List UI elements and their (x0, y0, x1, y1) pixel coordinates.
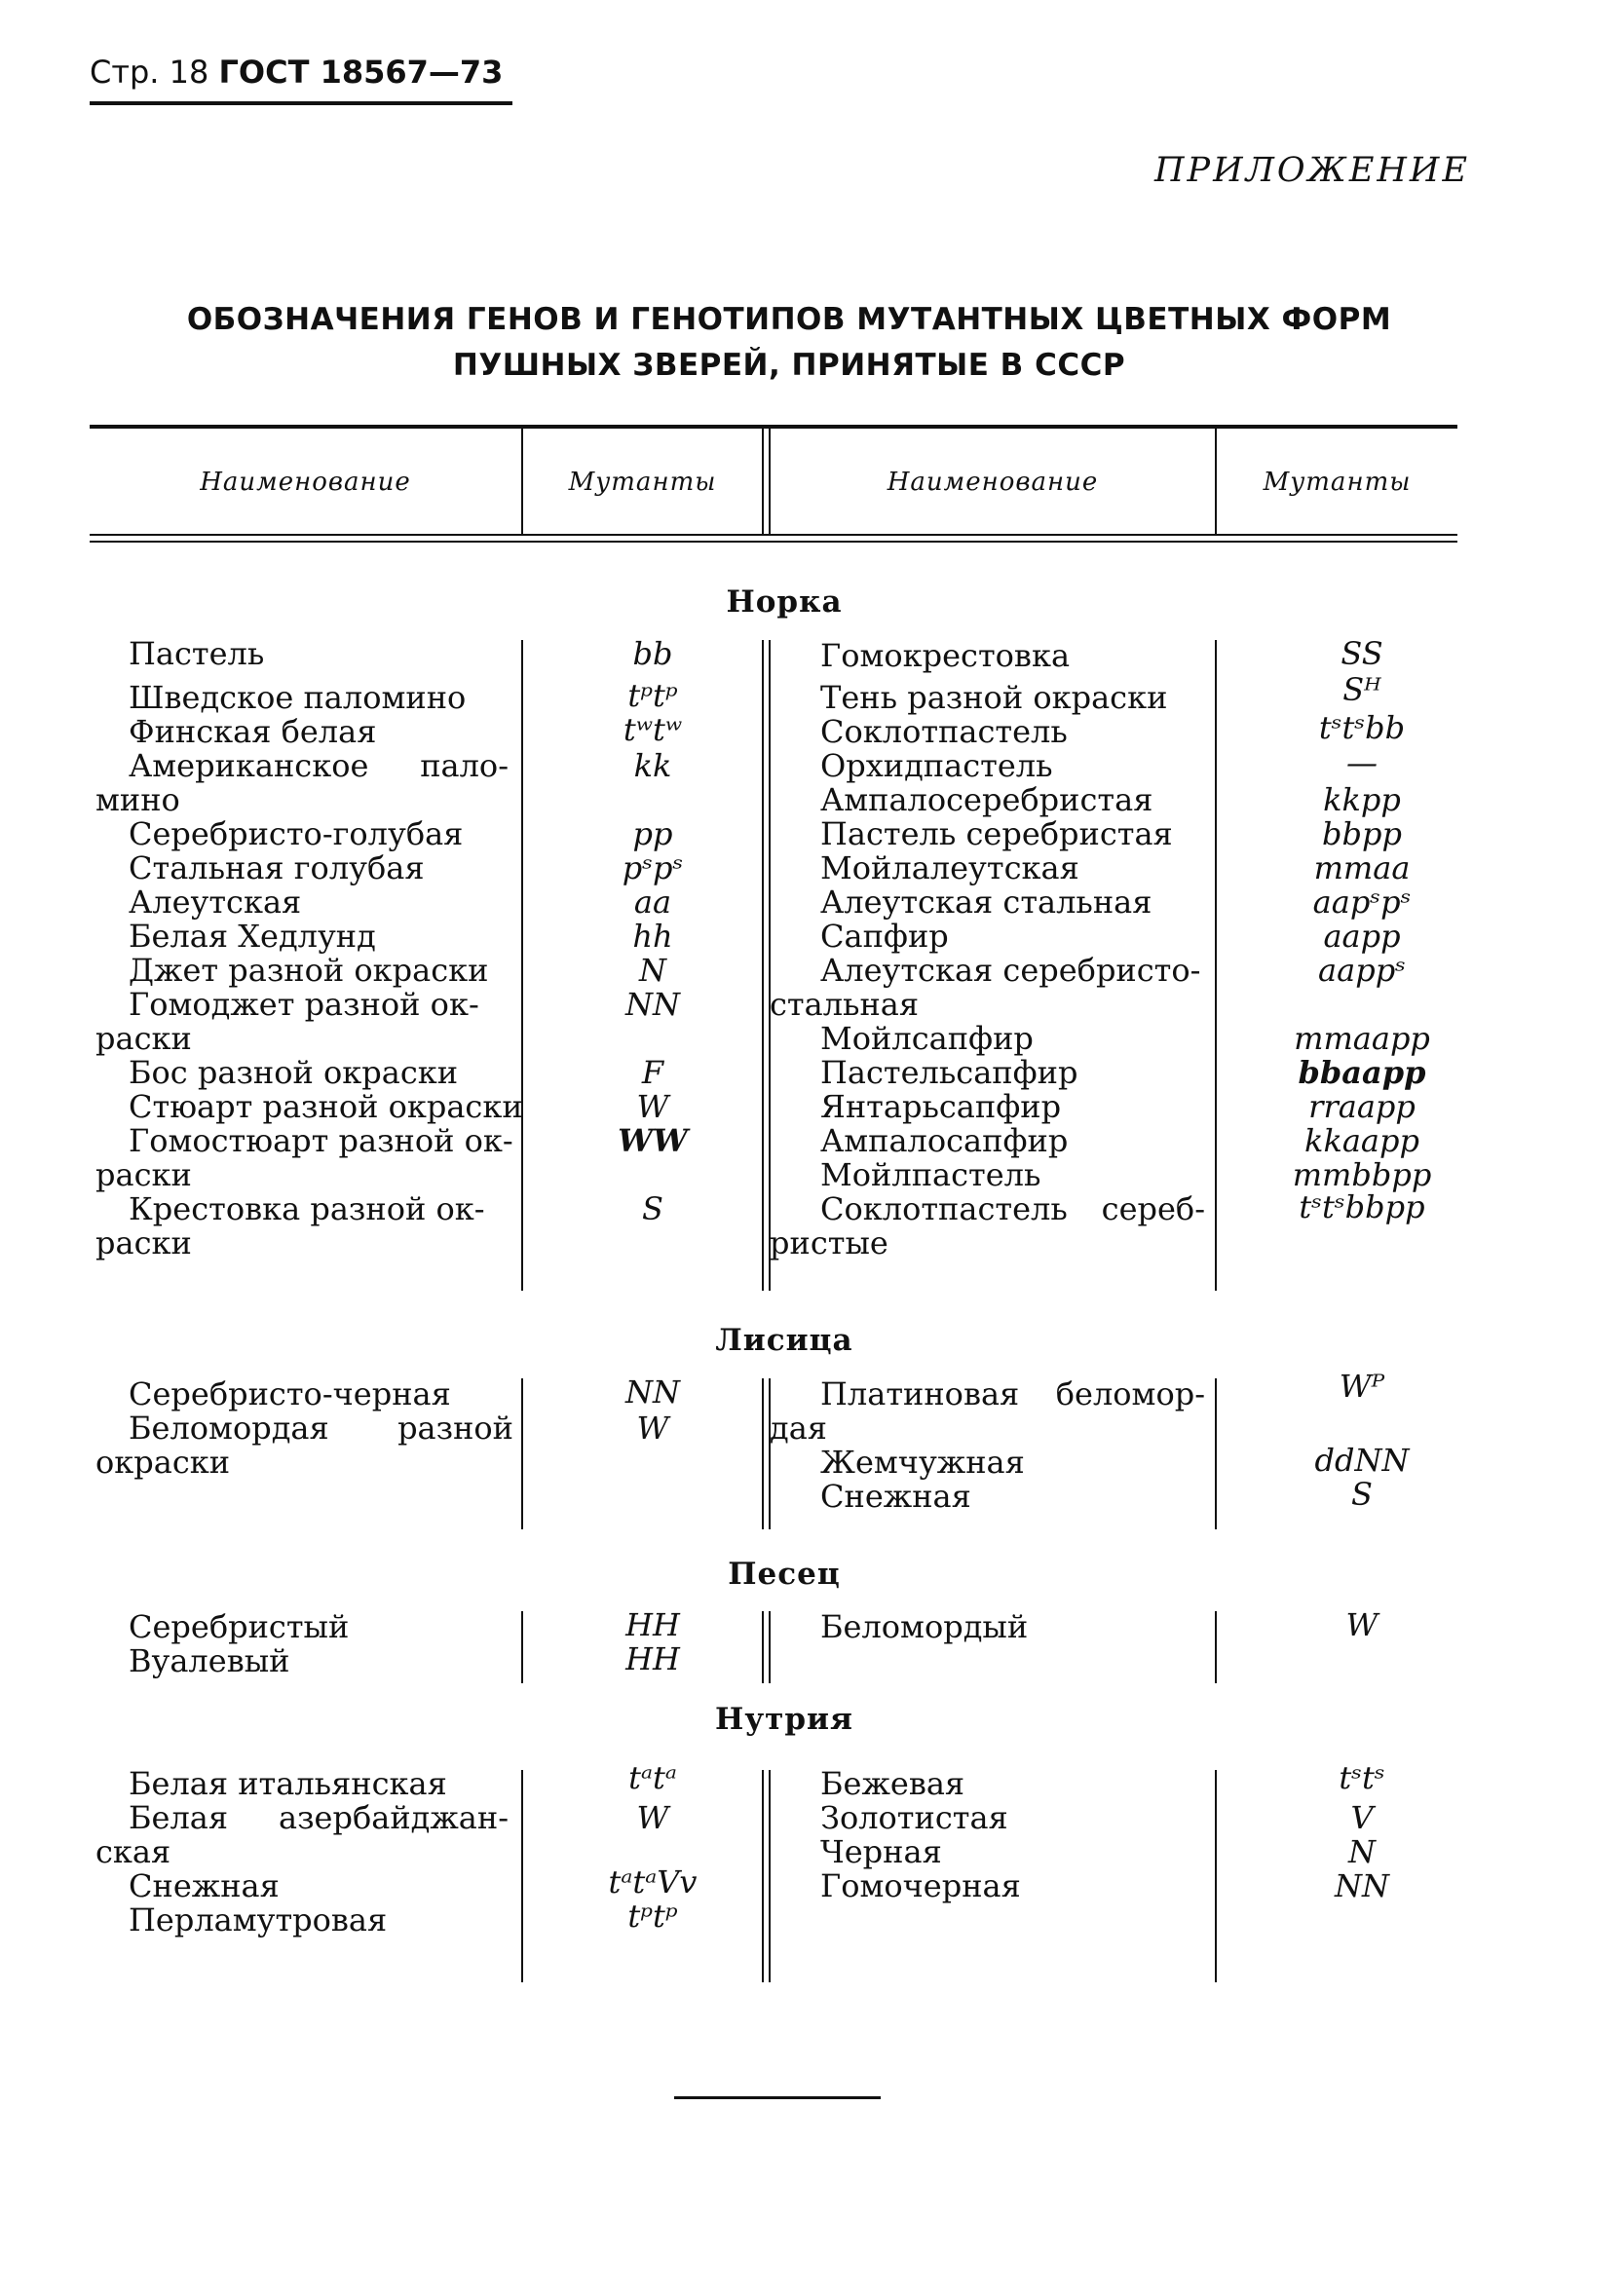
table-row: Серебристо-черная (129, 1375, 451, 1412)
table-row: Перламутровая (129, 1901, 388, 1938)
mutant-code: V (1350, 1799, 1374, 1836)
table-row: Белая Хедлунд (129, 918, 376, 955)
column-divider (521, 1611, 523, 1683)
mutant-code: aa (633, 884, 672, 921)
table-row-continuation: дая (770, 1410, 827, 1447)
column-divider (1215, 1770, 1217, 1982)
header-rule (90, 101, 512, 105)
table-row-continuation: ская (95, 1833, 171, 1870)
appendix-label: ПРИЛОЖЕНИЕ (1154, 151, 1470, 190)
mutant-code: bbpp (1322, 815, 1402, 852)
table-row-continuation: стальная (770, 986, 920, 1023)
cell-text: Платиновая (820, 1375, 1020, 1412)
table-row: Шведское паломино (129, 679, 467, 716)
table-row: Жемчужная (820, 1444, 1025, 1481)
table-row: Алеутская стальная (820, 884, 1152, 921)
col-header-name-left: Наименование (200, 468, 411, 497)
mutant-code: kk (633, 747, 672, 784)
table-row-continuation: ристые (770, 1224, 888, 1261)
title-line-1: ОБОЗНАЧЕНИЯ ГЕНОВ И ГЕНОТИПОВ МУТАНТНЫХ ЦВЕТНЫХ ФОРМ (186, 302, 1392, 337)
table-row: Мойлсапфир (820, 1020, 1034, 1057)
mutant-code: W (636, 1410, 669, 1447)
mutant-code: tˢtˢ (1339, 1759, 1385, 1796)
mutant-code: NN (625, 986, 680, 1023)
table-row: Снежная (820, 1478, 971, 1515)
mutant-code: Sᴴ (1342, 671, 1381, 708)
column-divider (1215, 1378, 1217, 1529)
section-title-mink: Норка (726, 584, 843, 620)
table-row (129, 749, 509, 783)
mutant-code: W (1345, 1606, 1379, 1643)
col-header-mutants-left: Мутанты (568, 468, 717, 497)
mutant-code: aapˢpˢ (1312, 884, 1412, 921)
table-row: Янтарьсапфир (820, 1088, 1062, 1125)
cell-text: Соклотпастель (820, 1190, 1068, 1227)
column-divider (521, 1770, 523, 1982)
mutant-code: mmaapp (1294, 1020, 1430, 1057)
column-divider (521, 640, 523, 1291)
column-divider (521, 1378, 523, 1529)
table-row: Ампалосеребристая (820, 781, 1153, 818)
mutant-code: pp (632, 815, 673, 852)
cell-text: беломор- (1055, 1375, 1205, 1412)
section-title-nutria: Нутрия (715, 1702, 853, 1737)
cell-text: разной (397, 1410, 513, 1447)
cell-text: пало- (420, 747, 509, 784)
mutant-code: pˢpˢ (622, 849, 684, 886)
cell-text: Американское (129, 747, 369, 784)
table-row: Мойлпастель (820, 1156, 1041, 1193)
table-row: Гомокрестовка (820, 637, 1071, 674)
table-row: Ампалосапфир (820, 1122, 1069, 1159)
table-row: Стюарт разной окраски (129, 1088, 523, 1125)
table-row-continuation: раски (95, 1156, 192, 1193)
table-row: Гомоджет разной ок- (129, 986, 479, 1023)
mutant-code: tᵖtᵖ (627, 677, 678, 714)
table-row: Стальная голубая (129, 849, 425, 886)
table-top-rule (90, 425, 1457, 429)
mutant-code: W (636, 1799, 669, 1836)
mutant-code: HH (625, 1606, 680, 1643)
mutant-code: WW (618, 1122, 688, 1159)
table-row: Бос разной окраски (129, 1054, 459, 1091)
mutant-code: Wᴾ (1339, 1368, 1385, 1405)
table-row: Джет разной окраски (129, 952, 489, 989)
cell-text: Беломордая (129, 1410, 329, 1447)
table-row: Золотистая (820, 1799, 1008, 1836)
table-row: Снежная (129, 1867, 280, 1904)
page-number: Стр. 18 (90, 54, 209, 91)
mutant-code: rraapp (1308, 1088, 1416, 1125)
table-header-rule-1 (90, 534, 1457, 536)
table-row: Гомочерная (820, 1867, 1021, 1904)
mutant-code: tᵖtᵖ (627, 1898, 678, 1935)
column-divider-double (762, 429, 771, 534)
mutant-code: S (1351, 1476, 1373, 1513)
section-title-arctic-fox: Песец (728, 1557, 841, 1592)
mutant-code: W (636, 1088, 669, 1125)
table-row-continuation: раски (95, 1224, 192, 1261)
table-row (129, 1411, 513, 1446)
table-row: Сапфир (820, 918, 949, 955)
standard-number: ГОСТ 18567—73 (218, 54, 504, 91)
table-row-continuation: мино (95, 781, 180, 818)
mutant-code: tˢtˢbbpp (1299, 1188, 1425, 1225)
mutant-code: kkaapp (1304, 1122, 1419, 1159)
cell-text: азербайджан- (279, 1799, 509, 1836)
section-title-fox: Лисица (715, 1323, 853, 1358)
table-row: Черная (820, 1833, 942, 1870)
table-row: Пастельсапфир (820, 1054, 1078, 1091)
column-divider (1215, 640, 1217, 1291)
mutant-code: ddNN (1314, 1442, 1410, 1479)
col-header-mutants-right: Мутанты (1263, 468, 1412, 497)
table-row (129, 1801, 509, 1835)
table-row: Пастель серебристая (820, 815, 1173, 852)
mutant-code: N (1348, 1833, 1376, 1870)
table-row: Тень разной окраски (820, 679, 1168, 716)
mutant-code: kkpp (1323, 781, 1401, 818)
mutant-code: N (639, 952, 666, 989)
table-row-continuation: окраски (95, 1444, 231, 1481)
table-row: Алеутская (129, 884, 302, 921)
mutant-code: NN (1335, 1867, 1389, 1904)
col-header-name-right: Наименование (887, 468, 1099, 497)
mutant-code: tˢtˢbb (1318, 709, 1406, 746)
cell-text: сереб- (1101, 1190, 1205, 1227)
table-row: Алеутская серебристо- (820, 952, 1201, 989)
mutant-code: aapp (1323, 918, 1401, 955)
table-row: Беломордый (820, 1608, 1029, 1645)
document-title (88, 297, 1491, 389)
mutant-code: bbaapp (1298, 1054, 1426, 1091)
cell-text: Белая (129, 1799, 229, 1836)
column-divider (1215, 1611, 1217, 1683)
mutant-code: HH (625, 1640, 680, 1677)
table-row: Гомостюарт разной ок- (129, 1122, 513, 1159)
mutant-code: tᵃtᵃVv (608, 1863, 698, 1900)
table-row: Мойлалеутская (820, 849, 1079, 886)
table-header-rule-2 (90, 541, 1457, 543)
table-row: Крестовка разной ок- (129, 1190, 485, 1227)
table-row-continuation: раски (95, 1020, 192, 1057)
mutant-code: hh (632, 918, 673, 955)
mutant-code: bb (632, 635, 673, 672)
table-row: Бежевая (820, 1765, 965, 1802)
title-line-2: ПУШНЫХ ЗВЕРЕЙ, ПРИНЯТЫЕ В СССР (452, 348, 1126, 383)
table-row: Белая итальянская (129, 1765, 447, 1802)
mutant-code: mmaa (1313, 849, 1411, 886)
mutant-code: F (641, 1054, 664, 1091)
page-header (90, 49, 503, 95)
mutant-code: aappˢ (1318, 952, 1406, 989)
table-row: Пастель (129, 635, 265, 672)
table-row (820, 1192, 1205, 1226)
mutant-code: NN (625, 1373, 680, 1411)
mutant-code: — (1346, 744, 1378, 781)
table-row: Соклотпастель (820, 713, 1068, 750)
bottom-rule (674, 2096, 881, 2099)
table-row: Серебристый (129, 1608, 350, 1645)
mutant-code: mmbbpp (1292, 1156, 1432, 1193)
table-row: Вуалевый (129, 1642, 290, 1679)
table-row (820, 1377, 1205, 1411)
table-row: Финская белая (129, 713, 377, 750)
mutant-code: SS (1341, 635, 1383, 672)
table-row: Серебристо-голубая (129, 815, 464, 852)
mutant-code: tʷtʷ (623, 711, 683, 748)
mutant-code: S (642, 1190, 663, 1227)
mutant-code: tᵃtᵃ (628, 1759, 677, 1796)
table-row: Орхидпастель (820, 747, 1053, 784)
